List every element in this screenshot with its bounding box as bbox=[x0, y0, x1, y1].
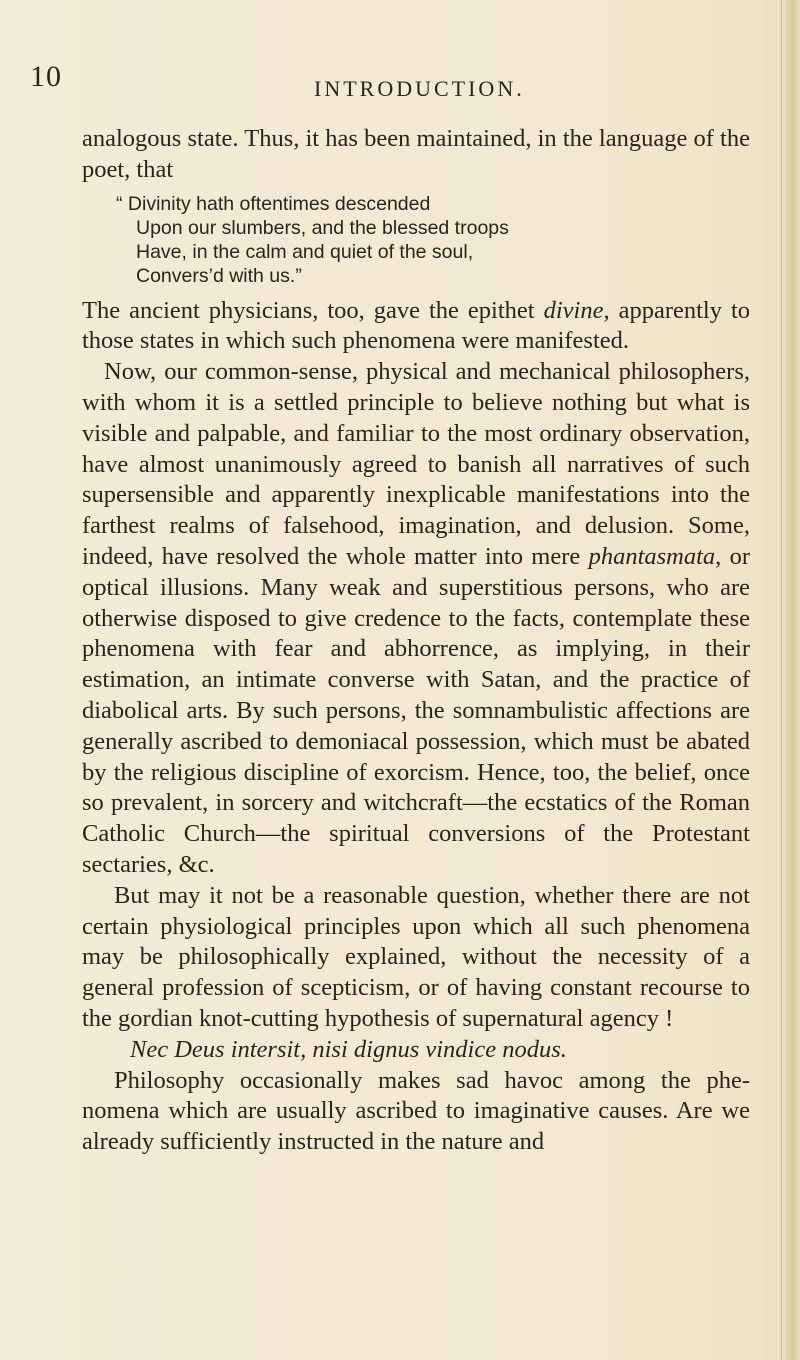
paragraph-reasonable-question: But may it not be a reasonable question, whether there are not certain physiological principles upon which all such phenomena may be philosophically explained, without the necessity of a general profession of scepticism, or of having constant recourse to the gordian knot-cutting hypothesis of supernatural agency ! bbox=[82, 881, 750, 1032]
running-head: INTRODUCTION. bbox=[314, 76, 525, 101]
paragraph-analogous-state: analogous state. Thus, it has been maintained, in the language of the poet, that bbox=[82, 125, 750, 183]
binding-line bbox=[781, 0, 782, 1360]
poetry-quotation bbox=[116, 192, 750, 288]
italic-term-phantasmata: phantasmata bbox=[588, 542, 716, 570]
paragraph-ancient-physicians bbox=[82, 296, 750, 358]
paragraph-philosophy-havoc: Philosophy occasionally makes sad havoc among the phenomena which are usually ascribed to imaginative causes. Are we already sufficiently instructed in the nature and bbox=[82, 1066, 750, 1156]
latin-motto: Nec Deus intersit, nisi dignus vindice nodus. bbox=[130, 1035, 567, 1063]
page-header bbox=[0, 40, 780, 110]
quote-line-1: “ Divinity hath oftentimes descended bbox=[116, 192, 431, 215]
page-body bbox=[82, 124, 750, 1158]
page-binding-edge bbox=[786, 0, 800, 1360]
italic-term-divine: divine bbox=[543, 296, 604, 324]
paragraph-common-sense-philosophers bbox=[82, 357, 750, 881]
page-number: 10 bbox=[30, 60, 62, 93]
quote-line-2: Upon our slumbers, and the blessed troops bbox=[136, 216, 509, 239]
quote-line-4: Convers’d with us.” bbox=[136, 264, 302, 287]
text-run: The ancient physicians, too, gave the epithet bbox=[82, 296, 544, 324]
text-run: , or optical illusions. Many weak and superstitious persons, who are otherwise disposed to give credence to the facts, contemplate these phenomena with fear and abhorrence, as implying, in their estimation, an intimate converse with Satan, and the practice of diabolical arts. By such persons, the somnambulistic affections are generally ascribed to demoniacal possession, which must be abated by the religious discipline of exorcism. Hence, too, the belief, once so prevalent, in sorcery and witchcraft—the ecstatics of the Roman Catholic Church—the spiritual conversions of the Protestant sectaries, &c. bbox=[82, 542, 750, 878]
quote-line-3: Have, in the calm and quiet of the soul, bbox=[136, 240, 474, 263]
text-run: , apparently to those states in which such phenomena were manifested. bbox=[82, 296, 751, 355]
text-run: Now, our common-sense, physical and mechanical philosophers, with whom it is a settled principle to believe nothing but what is visible and palpable, and familiar to the most ordinary observation, have almost unanimously agreed to banish all narratives of such supersensible and apparently inexplicable manifestations into the farthest realms of falsehood, imagination, and delusion. Some, indeed, have resolved the whole matter into mere bbox=[82, 358, 750, 570]
